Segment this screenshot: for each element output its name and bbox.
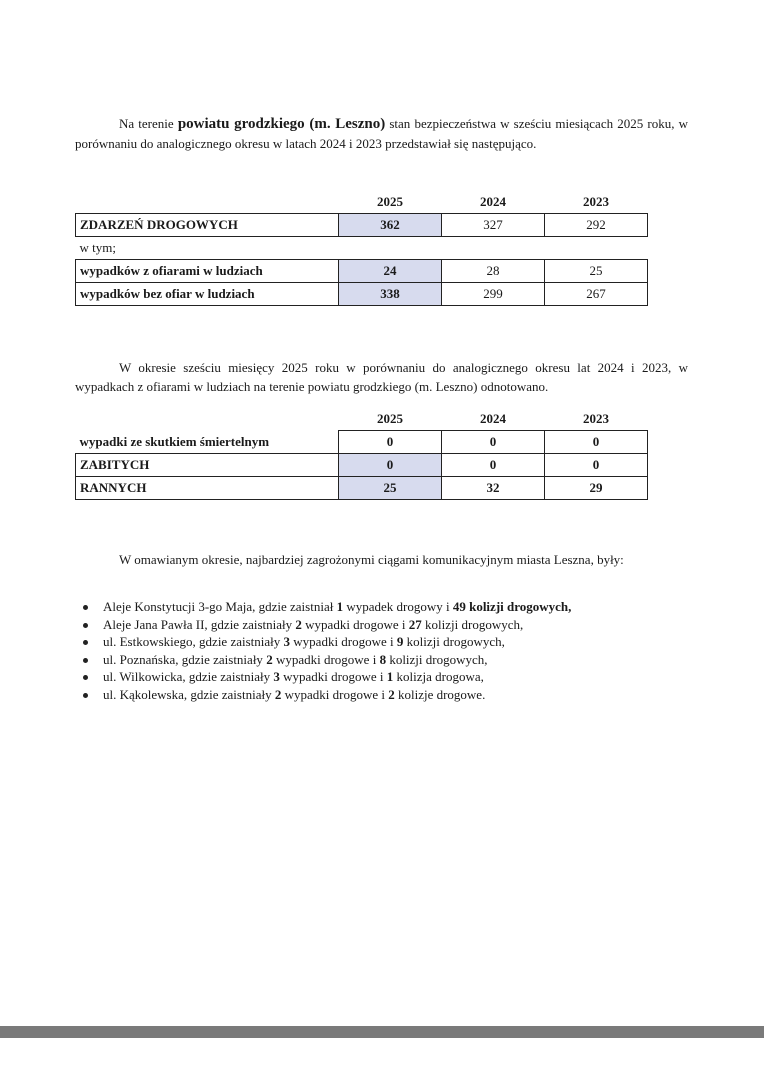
cell-value: 29: [545, 477, 648, 500]
table1-year-2024: 2024: [480, 194, 506, 209]
row-label: wypadki ze skutkiem śmiertelnym: [79, 433, 270, 449]
list-item: ul. Kąkolewska, gdzie zaistniały 2 wypadki drogowe i 2 kolizje drogowe.: [103, 686, 743, 704]
cell-value: 24: [339, 260, 442, 283]
cell-value: 0: [339, 454, 442, 477]
table2-row-fatal: [76, 431, 648, 454]
table2-year-2025: 2025: [377, 411, 403, 426]
roads-intro-text: W omawianym okresie, najbardziej zagrożonymi ciągami komunikacyjnym miasta Leszna, były:: [119, 552, 624, 567]
table2-header-row: [76, 408, 648, 431]
victims-text: W okresie sześciu miesięcy 2025 roku w porównaniu do analogicznego okresu lat 2024 i 2023, w wypadkach z ofiarami w ludziach na terenie powiatu grodzkiego (m. Leszno) odnotowano.: [75, 360, 688, 394]
table2-year-2024: 2024: [480, 411, 506, 426]
row-label: ZDARZEŃ DROGOWYCH: [76, 214, 339, 237]
cell-value: 362: [339, 214, 442, 237]
cell-value: 338: [339, 283, 442, 306]
row-label: wypadków bez ofiar w ludziach: [76, 283, 339, 306]
cell-value: 0: [339, 431, 442, 454]
victims-paragraph: [75, 358, 688, 396]
cell-value: 0: [442, 454, 545, 477]
table1-row-victims: [76, 260, 648, 283]
accidents-table: [75, 191, 648, 306]
intro-prefix: Na terenie: [119, 116, 178, 131]
cell-value: 25: [339, 477, 442, 500]
intro-paragraph: [75, 114, 688, 153]
intro-suffix: stan bezpieczeństwa w sześciu miesiącach 2025 roku, w porównaniu do analogicznego okresu w latach 2024 i 2023 przedstawiał się następująco.: [75, 116, 688, 151]
row-label: wypadków z ofiarami w ludziach: [76, 260, 339, 283]
victims-table: [75, 408, 648, 500]
list-item: ul. Estkowskiego, gdzie zaistniały 3 wypadki drogowe i 9 kolizji drogowych,: [103, 633, 743, 651]
cell-value: 28: [442, 260, 545, 283]
sub-label: w tym;: [79, 240, 116, 255]
table2-year-2023: 2023: [583, 411, 609, 426]
table1-header-row: [76, 191, 648, 214]
cell-value: 267: [545, 283, 648, 306]
scan-bottom-edge: [0, 1026, 764, 1038]
cell-value: 299: [442, 283, 545, 306]
cell-value: 0: [442, 431, 545, 454]
row-label: ZABITYCH: [76, 454, 339, 477]
list-item: Aleje Konstytucji 3-go Maja, gdzie zaistniał 1 wypadek drogowy i 49 kolizji drogowych,: [103, 598, 743, 616]
table2-row-killed: [76, 454, 648, 477]
list-item: ul. Wilkowicka, gdzie zaistniały 3 wypadki drogowe i 1 kolizja drogowa,: [103, 668, 743, 686]
table1-sub-label-row: [76, 237, 648, 260]
list-item: ul. Poznańska, gdzie zaistniały 2 wypadki drogowe i 8 kolizji drogowych,: [103, 651, 743, 669]
cell-value: 32: [442, 477, 545, 500]
cell-value: 0: [545, 431, 648, 454]
intro-bold: powiatu grodzkiego (m. Leszno): [177, 116, 386, 132]
cell-value: 292: [545, 214, 648, 237]
table1-year-2023: 2023: [583, 194, 609, 209]
table1-year-2025: 2025: [377, 194, 403, 209]
table2-row-injured: [76, 477, 648, 500]
row-label: RANNYCH: [76, 477, 339, 500]
list-item: Aleje Jana Pawła II, gdzie zaistniały 2 wypadki drogowe i 27 kolizji drogowych,: [103, 616, 743, 634]
table1-row-total: [76, 214, 648, 237]
roads-paragraph: [75, 550, 688, 569]
cell-value: 25: [545, 260, 648, 283]
table1-row-novictims: [76, 283, 648, 306]
cell-value: 327: [442, 214, 545, 237]
dangerous-roads-list: [75, 598, 743, 703]
cell-value: 0: [545, 454, 648, 477]
